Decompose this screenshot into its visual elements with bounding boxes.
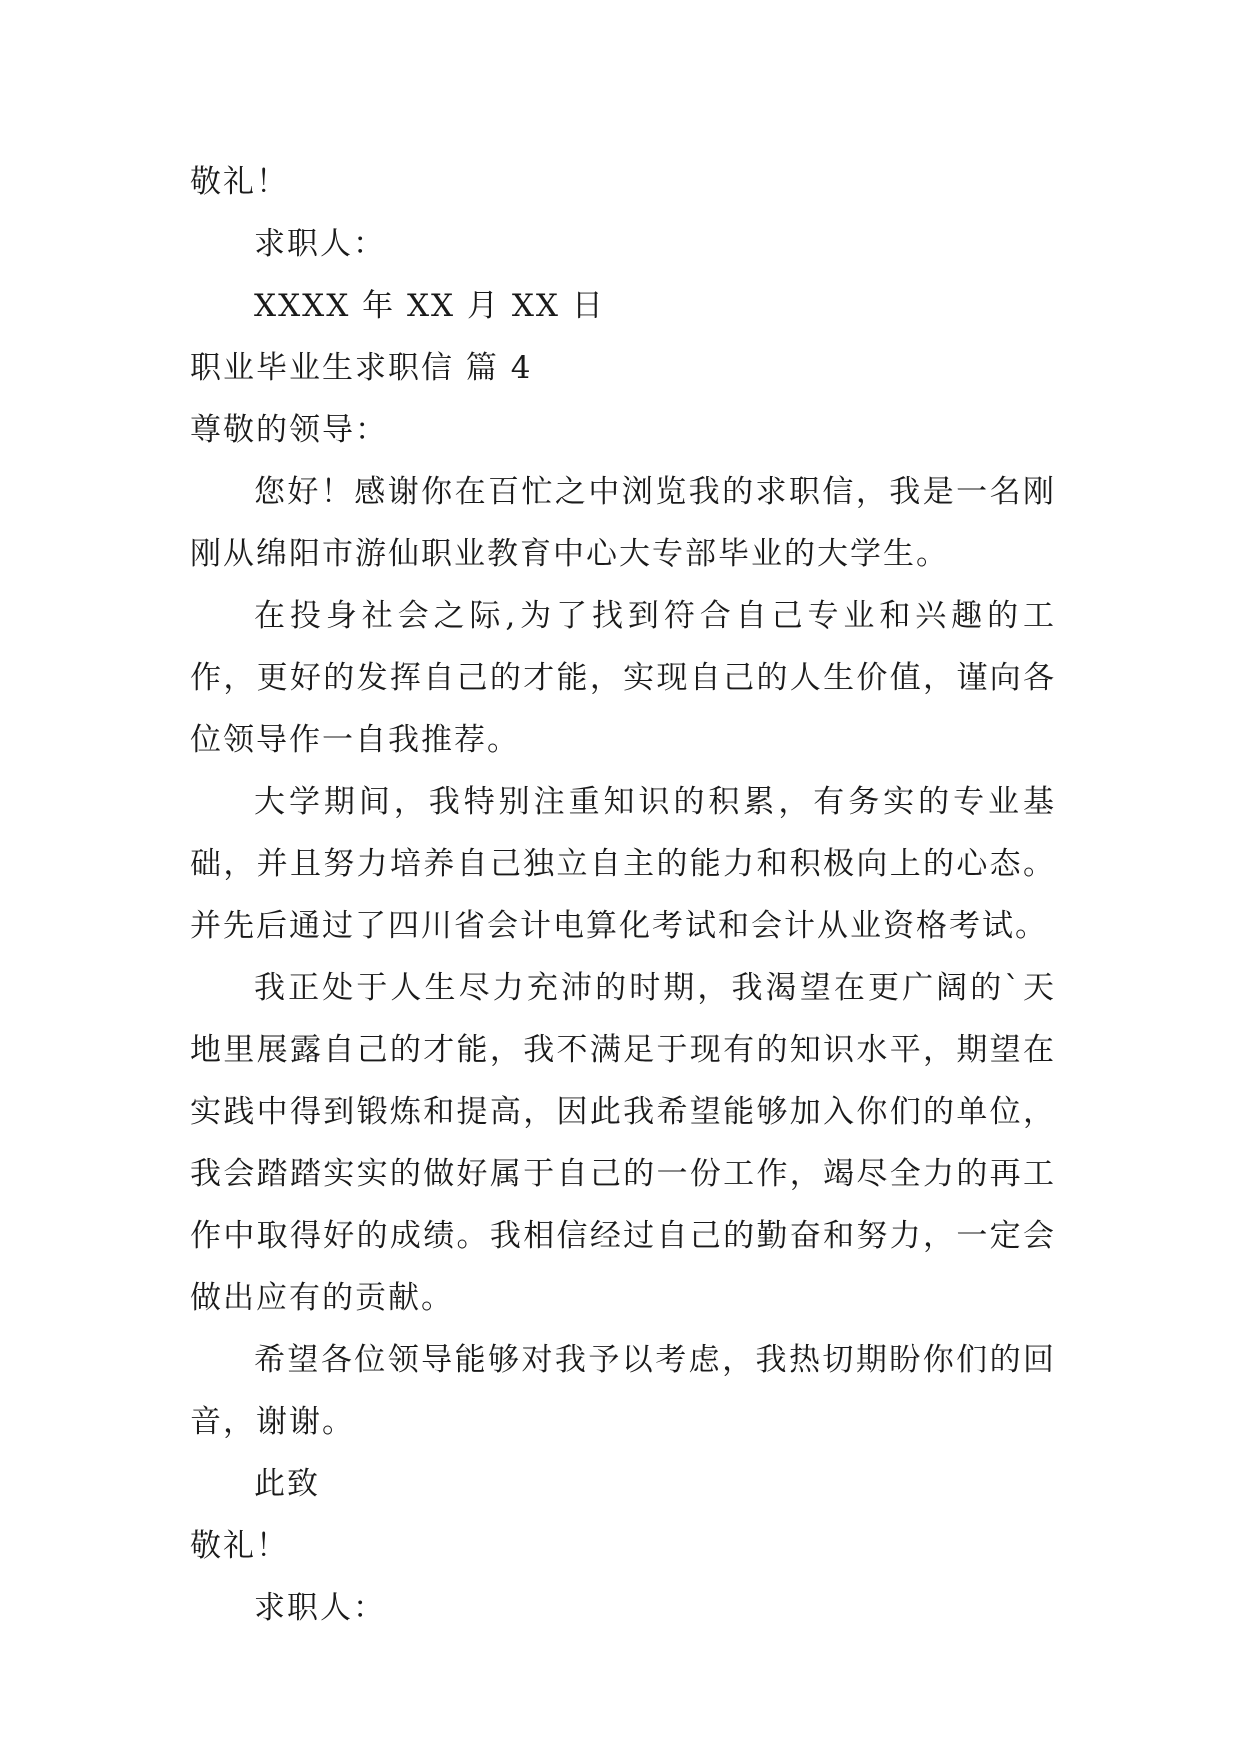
signer: 求职人： [254, 1590, 386, 1626]
greeting: 尊敬的领导： [190, 412, 388, 448]
salute: 敬礼！ [190, 1528, 289, 1564]
paragraph-closing: 希望各位领导能够对我予以考虑，我热切期盼你们的回音，谢谢。 [190, 1342, 1056, 1440]
paragraph-purpose: 在投身社会之际,为了找到符合自己专业和兴趣的工作，更好的发挥自己的才能，实现自己的人生价值，谨向各位领导作一自我推荐。 [190, 598, 1056, 758]
section-title: 职业毕业生求职信 篇 4 [190, 350, 533, 386]
prev-date: XXXX 年 XX 月 XX 日 [254, 288, 605, 324]
letter-body [190, 151, 1056, 1639]
prev-salute: 敬礼！ [190, 164, 289, 200]
paragraph-aspiration: 我正处于人生尽力充沛的时期，我渴望在更广阔的`天地里展露自己的才能，我不满足于现有的知识水平，期望在实践中得到锻炼和提高，因此我希望能够加入你们的单位，我会踏踏实实的做好属于自己的一份工作，竭尽全力的再工作中取得好的成绩。我相信经过自己的勤奋和努力，一定会做出应有的贡献。 [190, 970, 1056, 1316]
closing-ci: 此致 [254, 1466, 320, 1502]
paragraph-intro: 您好！感谢你在百忙之中浏览我的求职信，我是一名刚刚从绵阳市游仙职业教育中心大专部毕业的大学生。 [190, 474, 1056, 572]
prev-signer: 求职人： [254, 226, 386, 262]
paragraph-education: 大学期间，我特别注重知识的积累，有务实的专业基础，并且努力培养自己独立自主的能力和积极向上的心态。并先后通过了四川省会计电算化考试和会计从业资格考试。 [190, 784, 1056, 944]
